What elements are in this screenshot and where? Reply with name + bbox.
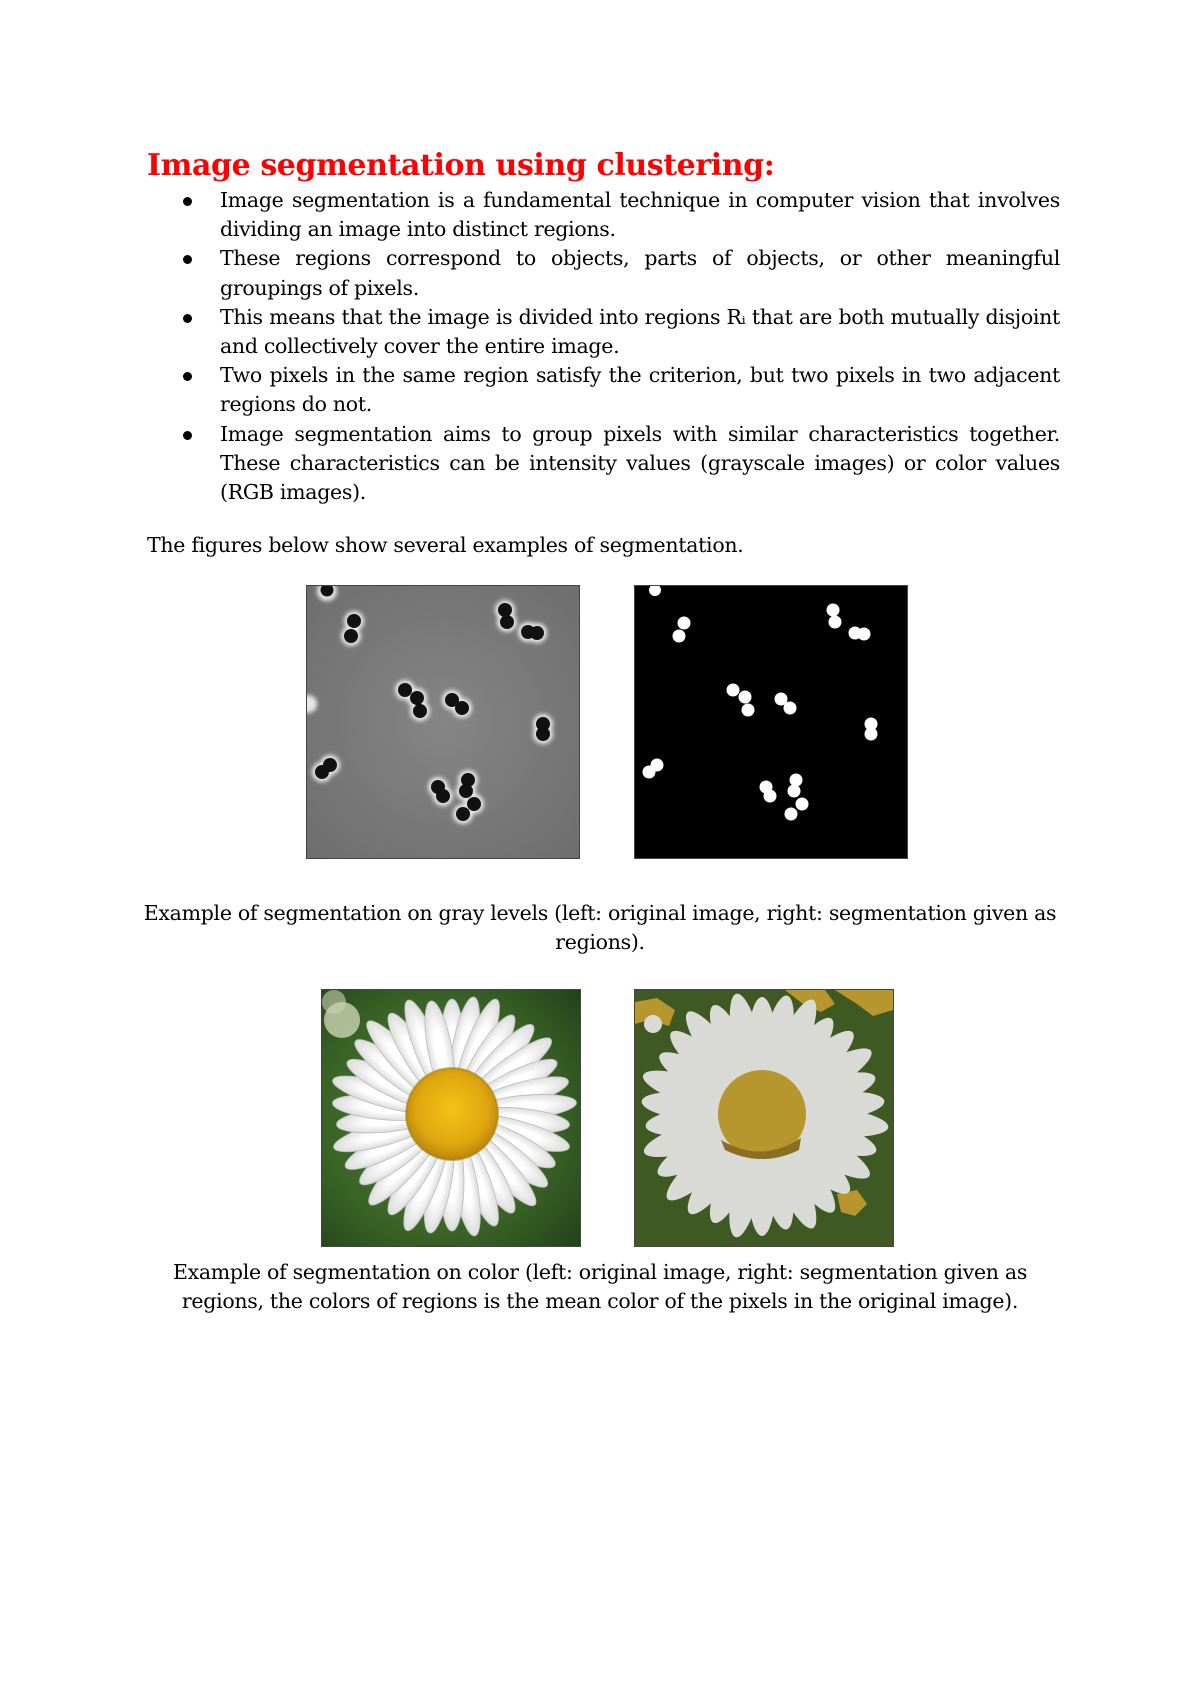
bullet-icon (183, 197, 192, 206)
gray-segmentation-mask (634, 585, 908, 859)
bullet-text: These regions correspond to objects, parts of objects, or other meaningful groupings of pixels. (220, 246, 1060, 300)
bullet-icon (183, 372, 192, 381)
color-segmentation-image (634, 989, 894, 1247)
bullet-text: This means that the image is divided into regions Rᵢ that are both mutually disjoint and collectively cover the entire image. (220, 304, 1060, 359)
color-original-image (321, 989, 581, 1247)
figure-caption-color: Example of segmentation on color (left: original image, right: segmentation given as regions, the colors of regions is the mean color of the pixels in the original image). (172, 1260, 1028, 1313)
bullet-text: Two pixels in the same region satisfy the criterion, but two pixels in two adjacent regions do not. (220, 363, 1060, 417)
figure-caption-gray: Example of segmentation on gray levels (left: original image, right: segmentation given as regions). (143, 901, 1057, 954)
list-item (178, 186, 1060, 244)
gray-original-image (306, 585, 580, 859)
list-item (178, 361, 1060, 419)
page-title: Image segmentation using clustering: (147, 148, 775, 183)
bullet-text: Image segmentation aims to group pixels with similar characteristics together. These characteristics can be intensity values (grayscale images) or color values (RGB images). (220, 421, 1060, 505)
figures-intro: The figures below show several examples of segmentation. (147, 533, 744, 557)
list-item (178, 420, 1060, 508)
bullet-icon (183, 431, 192, 440)
list-item (178, 303, 1060, 361)
list-item (178, 244, 1060, 302)
bullet-text: Image segmentation is a fundamental technique in computer vision that involves dividing an image into distinct regions. (220, 188, 1060, 242)
bullet-icon (183, 255, 192, 264)
bullet-icon (183, 314, 192, 323)
bullet-list (178, 186, 1060, 507)
